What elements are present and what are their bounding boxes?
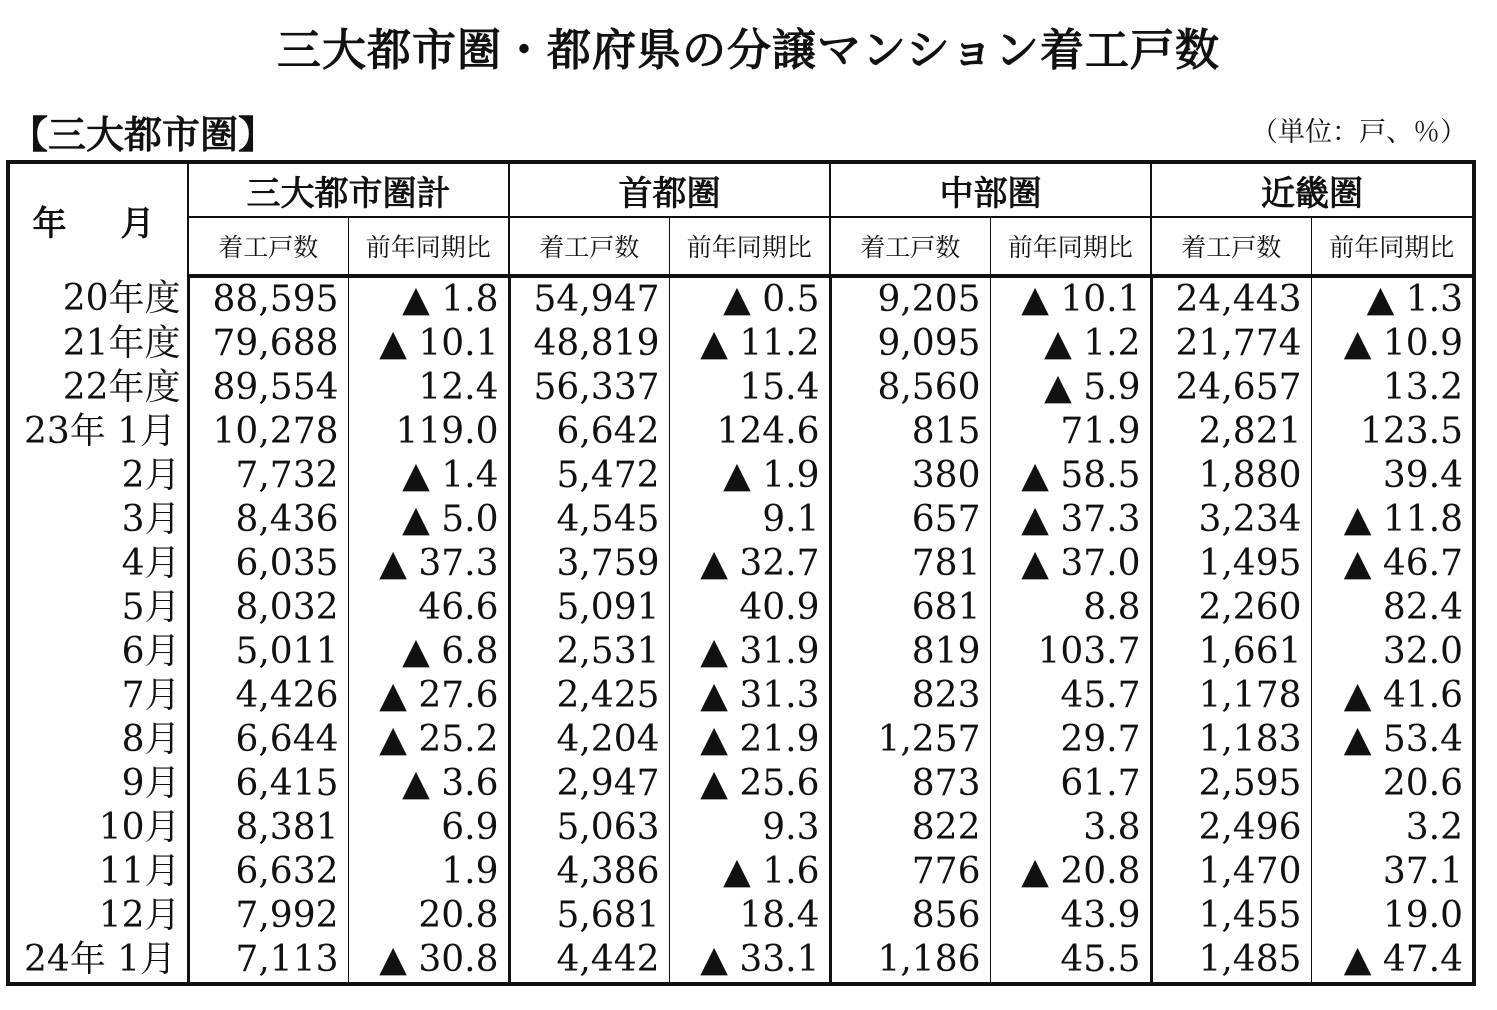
- cell-shutoken-starts: 2,425: [509, 674, 669, 718]
- cell-chubu-starts: 822: [830, 806, 990, 850]
- cell-total-starts: 8,381: [188, 806, 348, 850]
- cell-chubu-yoy: ▲ 37.3: [990, 498, 1151, 542]
- cell-total-yoy: ▲ 10.1: [348, 322, 509, 366]
- cell-chubu-starts: 781: [830, 542, 990, 586]
- cell-kinki-yoy: ▲ 46.7: [1311, 542, 1474, 586]
- cell-chubu-yoy: ▲ 37.0: [990, 542, 1151, 586]
- cell-shutoken-yoy: 124.6: [669, 410, 830, 454]
- cell-shutoken-starts: 48,819: [509, 322, 669, 366]
- cell-kinki-starts: 1,470: [1151, 850, 1311, 894]
- cell-total-starts: 7,732: [188, 454, 348, 498]
- cell-shutoken-starts: 4,386: [509, 850, 669, 894]
- cell-shutoken-yoy: ▲ 31.3: [669, 674, 830, 718]
- cell-kinki-yoy: 20.6: [1311, 762, 1474, 806]
- cell-total-starts: 89,554: [188, 366, 348, 410]
- cell-total-starts: 6,632: [188, 850, 348, 894]
- cell-shutoken-yoy: ▲ 32.7: [669, 542, 830, 586]
- row-label: 8月: [121, 719, 181, 760]
- cell-chubu-starts: 9,205: [830, 276, 990, 322]
- row-label: 21年度: [62, 323, 181, 364]
- cell-total-yoy: 6.9: [348, 806, 509, 850]
- cell-chubu-starts: 9,095: [830, 322, 990, 366]
- cell-kinki-starts: 21,774: [1151, 322, 1311, 366]
- cell-kinki-starts: 2,595: [1151, 762, 1311, 806]
- col-header-starts: 着工戸数: [830, 217, 990, 276]
- cell-shutoken-starts: 56,337: [509, 366, 669, 410]
- cell-kinki-starts: 1,178: [1151, 674, 1311, 718]
- cell-chubu-starts: 873: [830, 762, 990, 806]
- row-label: 11月: [98, 851, 181, 892]
- row-label: 6月: [121, 631, 181, 672]
- table-row: [8, 454, 1474, 498]
- cell-total-yoy: ▲ 25.2: [348, 718, 509, 762]
- cell-shutoken-yoy: ▲ 21.9: [669, 718, 830, 762]
- cell-kinki-yoy: 82.4: [1311, 586, 1474, 630]
- cell-kinki-yoy: ▲ 47.4: [1311, 938, 1474, 984]
- cell-shutoken-yoy: ▲ 0.5: [669, 276, 830, 322]
- cell-total-starts: 7,992: [188, 894, 348, 938]
- cell-shutoken-yoy: ▲ 25.6: [669, 762, 830, 806]
- cell-chubu-starts: 776: [830, 850, 990, 894]
- cell-total-yoy: ▲ 5.0: [348, 498, 509, 542]
- table-row: [8, 542, 1474, 586]
- group-header-shutoken: 首都圏: [509, 162, 830, 217]
- cell-chubu-yoy: 8.8: [990, 586, 1151, 630]
- cell-kinki-yoy: 19.0: [1311, 894, 1474, 938]
- cell-chubu-starts: 1,257: [830, 718, 990, 762]
- cell-chubu-starts: 681: [830, 586, 990, 630]
- cell-total-starts: 5,011: [188, 630, 348, 674]
- cell-total-yoy: ▲ 6.8: [348, 630, 509, 674]
- section-label: 【三大都市圏】: [10, 113, 277, 157]
- table-row: [8, 762, 1474, 806]
- cell-kinki-starts: 2,496: [1151, 806, 1311, 850]
- cell-total-starts: 4,426: [188, 674, 348, 718]
- table-row: [8, 322, 1474, 366]
- cell-kinki-yoy: 13.2: [1311, 366, 1474, 410]
- cell-total-starts: 6,035: [188, 542, 348, 586]
- cell-chubu-yoy: 71.9: [990, 410, 1151, 454]
- cell-kinki-yoy: ▲ 10.9: [1311, 322, 1474, 366]
- cell-kinki-starts: 2,260: [1151, 586, 1311, 630]
- table-row: [8, 718, 1474, 762]
- cell-chubu-yoy: ▲ 58.5: [990, 454, 1151, 498]
- cell-total-starts: 6,644: [188, 718, 348, 762]
- cell-shutoken-starts: 4,442: [509, 938, 669, 984]
- row-label: 22年度: [62, 367, 181, 408]
- row-label: 24年 1月: [24, 939, 177, 980]
- row-label: 10月: [98, 807, 181, 848]
- col-header-starts: 着工戸数: [1151, 217, 1311, 276]
- cell-shutoken-yoy: ▲ 31.9: [669, 630, 830, 674]
- table-row: [8, 850, 1474, 894]
- row-label: 12月: [98, 895, 181, 936]
- cell-chubu-yoy: ▲ 1.2: [990, 322, 1151, 366]
- cell-kinki-starts: 24,443: [1151, 276, 1311, 322]
- cell-chubu-yoy: 45.7: [990, 674, 1151, 718]
- table-row: [8, 410, 1474, 454]
- cell-shutoken-yoy: 9.1: [669, 498, 830, 542]
- table-row: [8, 586, 1474, 630]
- cell-shutoken-starts: 4,545: [509, 498, 669, 542]
- cell-chubu-starts: 8,560: [830, 366, 990, 410]
- cell-kinki-yoy: ▲ 41.6: [1311, 674, 1474, 718]
- row-label: 5月: [121, 587, 181, 628]
- table-row: [8, 366, 1474, 410]
- cell-chubu-yoy: ▲ 5.9: [990, 366, 1151, 410]
- cell-kinki-yoy: 39.4: [1311, 454, 1474, 498]
- cell-kinki-starts: 24,657: [1151, 366, 1311, 410]
- cell-chubu-yoy: ▲ 10.1: [990, 276, 1151, 322]
- table-row: [8, 630, 1474, 674]
- cell-shutoken-starts: 2,947: [509, 762, 669, 806]
- cell-shutoken-starts: 5,091: [509, 586, 669, 630]
- row-label: 2月: [121, 455, 181, 496]
- cell-total-starts: 7,113: [188, 938, 348, 984]
- col-header-yoy: 前年同期比: [669, 217, 830, 276]
- cell-chubu-starts: 1,186: [830, 938, 990, 984]
- cell-total-yoy: 119.0: [348, 410, 509, 454]
- cell-total-yoy: 46.6: [348, 586, 509, 630]
- cell-kinki-starts: 1,880: [1151, 454, 1311, 498]
- cell-shutoken-yoy: 18.4: [669, 894, 830, 938]
- cell-chubu-yoy: 103.7: [990, 630, 1151, 674]
- cell-kinki-starts: 1,495: [1151, 542, 1311, 586]
- cell-shutoken-starts: 4,204: [509, 718, 669, 762]
- cell-kinki-starts: 1,661: [1151, 630, 1311, 674]
- cell-total-starts: 8,032: [188, 586, 348, 630]
- cell-kinki-yoy: 123.5: [1311, 410, 1474, 454]
- unit-label: （単位：戸、％）: [1251, 117, 1467, 148]
- cell-kinki-yoy: 3.2: [1311, 806, 1474, 850]
- col-header-starts: 着工戸数: [188, 217, 348, 276]
- cell-shutoken-yoy: ▲ 1.6: [669, 850, 830, 894]
- col-header-yoy: 前年同期比: [348, 217, 509, 276]
- cell-total-starts: 6,415: [188, 762, 348, 806]
- housing-starts-table: [6, 160, 1476, 986]
- cell-chubu-yoy: 61.7: [990, 762, 1151, 806]
- row-label: 4月: [121, 543, 181, 584]
- cell-shutoken-yoy: ▲ 1.9: [669, 454, 830, 498]
- cell-kinki-starts: 1,485: [1151, 938, 1311, 984]
- cell-chubu-starts: 657: [830, 498, 990, 542]
- cell-kinki-starts: 1,183: [1151, 718, 1311, 762]
- col-header-starts: 着工戸数: [509, 217, 669, 276]
- cell-total-starts: 79,688: [188, 322, 348, 366]
- cell-kinki-yoy: 32.0: [1311, 630, 1474, 674]
- cell-kinki-yoy: 37.1: [1311, 850, 1474, 894]
- cell-total-yoy: 1.9: [348, 850, 509, 894]
- cell-chubu-starts: 823: [830, 674, 990, 718]
- page-title: 三大都市圏・都府県の分譲マンション着工戸数: [276, 25, 1221, 76]
- cell-shutoken-yoy: 9.3: [669, 806, 830, 850]
- cell-chubu-yoy: 29.7: [990, 718, 1151, 762]
- cell-shutoken-yoy: ▲ 33.1: [669, 938, 830, 984]
- cell-kinki-yoy: ▲ 1.3: [1311, 276, 1474, 322]
- row-label: 7月: [121, 675, 181, 716]
- table-row: [8, 806, 1474, 850]
- cell-total-yoy: ▲ 1.4: [348, 454, 509, 498]
- cell-total-yoy: ▲ 27.6: [348, 674, 509, 718]
- cell-shutoken-yoy: 15.4: [669, 366, 830, 410]
- cell-shutoken-starts: 5,472: [509, 454, 669, 498]
- cell-kinki-starts: 2,821: [1151, 410, 1311, 454]
- table-row: [8, 498, 1474, 542]
- cell-shutoken-yoy: ▲ 11.2: [669, 322, 830, 366]
- row-label: 3月: [121, 499, 181, 540]
- cell-total-yoy: 12.4: [348, 366, 509, 410]
- cell-total-yoy: ▲ 3.6: [348, 762, 509, 806]
- cell-shutoken-starts: 6,642: [509, 410, 669, 454]
- row-label: 23年 1月: [24, 411, 177, 452]
- cell-total-yoy: ▲ 37.3: [348, 542, 509, 586]
- group-header-total: 三大都市圏計: [188, 162, 509, 217]
- cell-chubu-yoy: 43.9: [990, 894, 1151, 938]
- table-row: [8, 674, 1474, 718]
- cell-total-starts: 88,595: [188, 276, 348, 322]
- cell-shutoken-starts: 3,759: [509, 542, 669, 586]
- cell-total-yoy: ▲ 30.8: [348, 938, 509, 984]
- cell-chubu-starts: 819: [830, 630, 990, 674]
- cell-kinki-starts: 1,455: [1151, 894, 1311, 938]
- cell-shutoken-starts: 54,947: [509, 276, 669, 322]
- cell-shutoken-starts: 2,531: [509, 630, 669, 674]
- cell-chubu-yoy: 45.5: [990, 938, 1151, 984]
- cell-chubu-yoy: 3.8: [990, 806, 1151, 850]
- cell-shutoken-starts: 5,063: [509, 806, 669, 850]
- col-header-yoy: 前年同期比: [990, 217, 1151, 276]
- cell-shutoken-yoy: 40.9: [669, 586, 830, 630]
- year-month-header: 年 月: [32, 203, 165, 244]
- cell-chubu-starts: 856: [830, 894, 990, 938]
- cell-kinki-starts: 3,234: [1151, 498, 1311, 542]
- cell-kinki-yoy: ▲ 53.4: [1311, 718, 1474, 762]
- cell-chubu-yoy: ▲ 20.8: [990, 850, 1151, 894]
- table-row: [8, 938, 1474, 984]
- cell-kinki-yoy: ▲ 11.8: [1311, 498, 1474, 542]
- row-label: 20年度: [62, 278, 181, 319]
- cell-total-starts: 8,436: [188, 498, 348, 542]
- row-label: 9月: [121, 763, 181, 804]
- col-header-yoy: 前年同期比: [1311, 217, 1474, 276]
- table-row: [8, 276, 1474, 322]
- cell-chubu-starts: 380: [830, 454, 990, 498]
- cell-shutoken-starts: 5,681: [509, 894, 669, 938]
- cell-total-starts: 10,278: [188, 410, 348, 454]
- cell-chubu-starts: 815: [830, 410, 990, 454]
- group-header-chubu: 中部圏: [830, 162, 1151, 217]
- cell-total-yoy: ▲ 1.8: [348, 276, 509, 322]
- table-row: [8, 894, 1474, 938]
- cell-total-yoy: 20.8: [348, 894, 509, 938]
- group-header-kinki: 近畿圏: [1151, 162, 1474, 217]
